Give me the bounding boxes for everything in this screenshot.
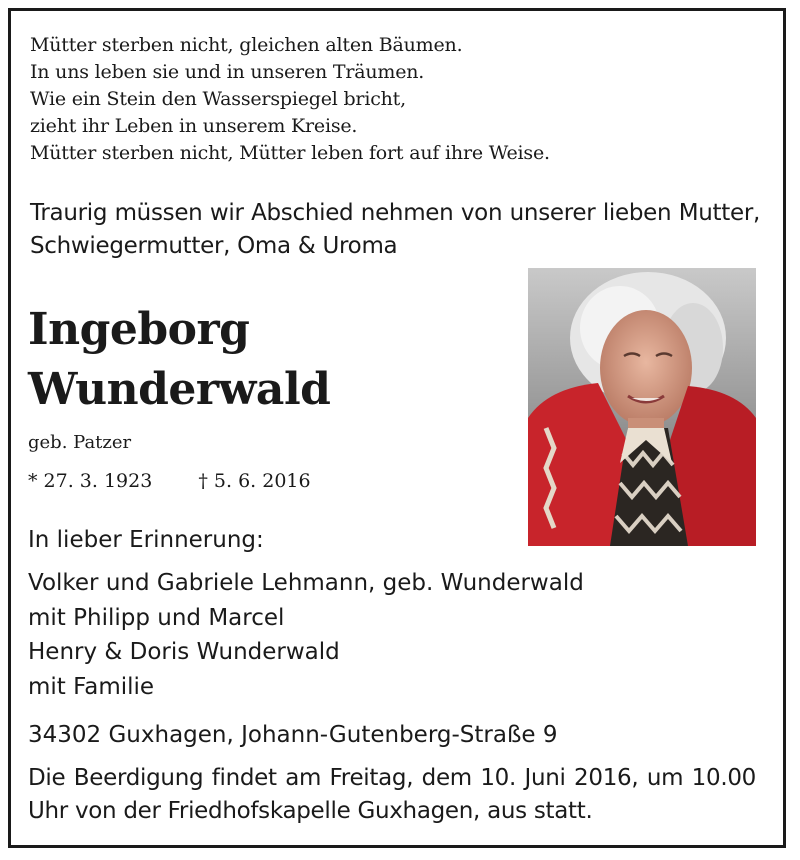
maiden-name: geb. Patzer bbox=[28, 432, 132, 453]
portrait-photo bbox=[528, 268, 756, 546]
deceased-name bbox=[28, 300, 508, 420]
family-list bbox=[28, 566, 584, 704]
portrait-illustration bbox=[528, 268, 756, 546]
death-date: † 5. 6. 2016 bbox=[198, 470, 311, 492]
family-line: Henry & Doris Wunderwald bbox=[28, 639, 340, 665]
poem-line: zieht ihr Leben in unserem Kreise. bbox=[30, 115, 358, 137]
address: 34302 Guxhagen, Johann-Gutenberg-Straße 9 bbox=[28, 722, 558, 748]
family-line: mit Familie bbox=[28, 673, 155, 700]
memory-heading: In lieber Erinnerung: bbox=[28, 527, 264, 553]
poem-line: Mütter sterben nicht, Mütter leben fort auf ihre Weise. bbox=[30, 142, 550, 164]
life-dates bbox=[28, 470, 311, 492]
last-name: Wunderwald bbox=[28, 364, 331, 415]
birth-date: * 27. 3. 1923 bbox=[28, 470, 153, 492]
poem-line: Mütter sterben nicht, gleichen alten Bäumen. bbox=[30, 34, 463, 56]
poem-line: Wie ein Stein den Wasserspiegel bricht, bbox=[30, 88, 406, 110]
funeral-notice: Die Beerdigung findet am Freitag, dem 10. Juni 2016, um 10.00 Uhr von der Friedhofskapelle Guxhagen, aus statt. bbox=[28, 765, 756, 824]
family-line: mit Philipp und Marcel bbox=[28, 604, 285, 631]
first-name: Ingeborg bbox=[28, 304, 250, 355]
family-line: Volker und Gabriele Lehmann, geb. Wunderwald bbox=[28, 570, 584, 596]
poem-line: In uns leben sie und in unseren Träumen. bbox=[30, 61, 425, 83]
intro-text: Traurig müssen wir Abschied nehmen von unserer lieben Mutter, Schwiegermutter, Oma & Uroma bbox=[30, 200, 760, 259]
poem bbox=[30, 32, 730, 167]
